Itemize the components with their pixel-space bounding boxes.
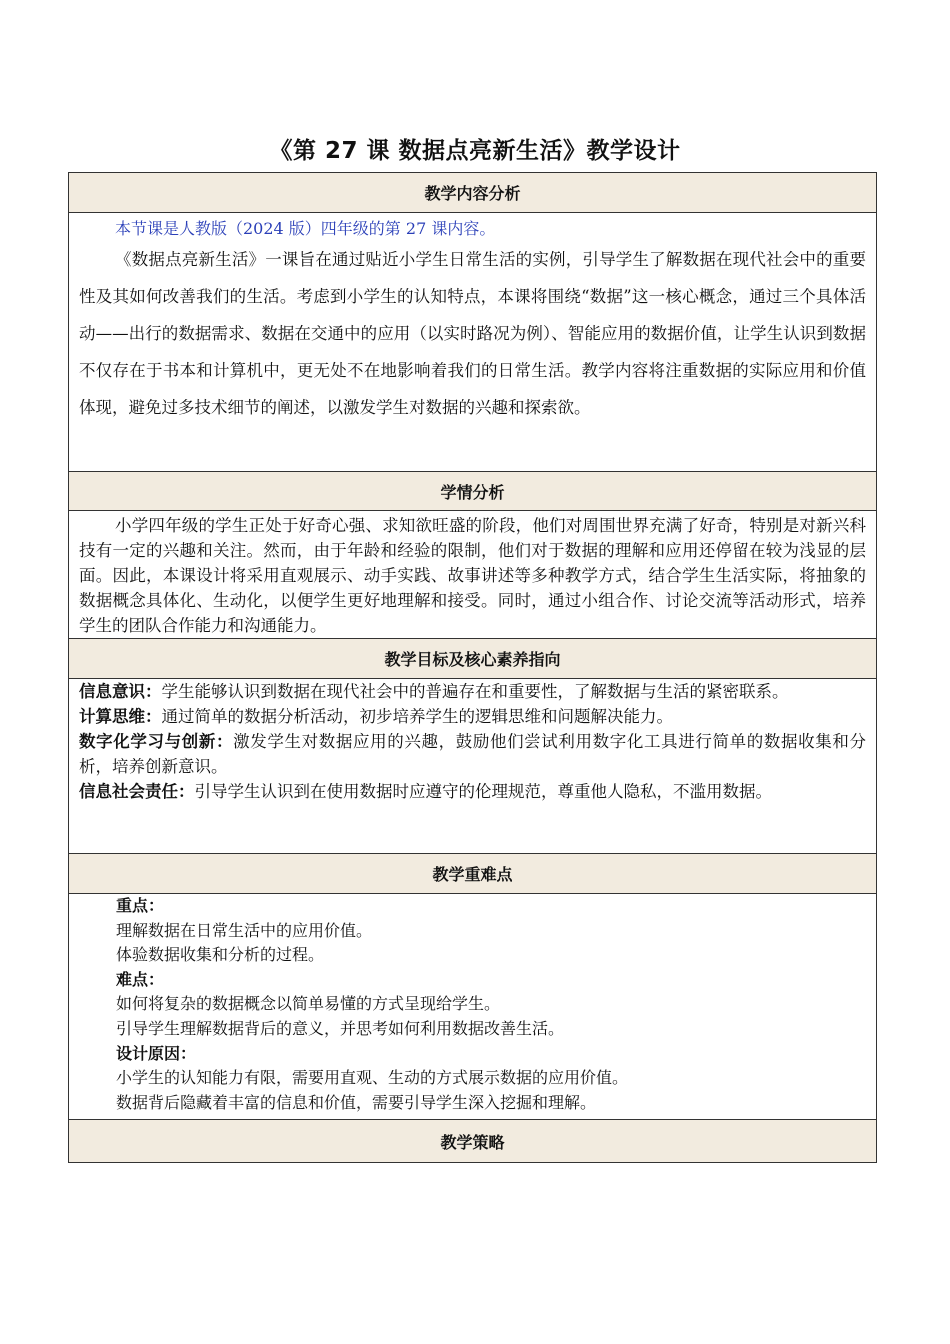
learner-analysis-header: 学情分析 xyxy=(69,472,877,511)
emphasis-item: 体验数据收集和分析的过程。 xyxy=(116,945,325,965)
content-analysis-header: 教学内容分析 xyxy=(69,173,877,213)
reason-item: 数据背后隐藏着丰富的信息和价值，需要引导学生深入挖掘和理解。 xyxy=(116,1092,597,1112)
difficulty-label: 难点： xyxy=(116,969,165,989)
goals-cell xyxy=(69,679,877,854)
goal-label: 计算思维： xyxy=(79,707,162,726)
goal-text: 引导学生认识到在使用数据时应遵守的伦理规范，尊重他人隐私，不滥用数据。 xyxy=(194,782,772,801)
goals-header: 教学目标及核心素养指向 xyxy=(69,639,877,679)
emphasis-label: 重点： xyxy=(116,896,165,915)
emphasis-item: 理解数据在日常生活中的应用价值。 xyxy=(116,920,373,940)
content-analysis-body: 《数据点亮新生活》一课旨在通过贴近小学生日常生活的实例，引导学生了解数据在现代社会中的重要性及其如何改善我们的生活。考虑到小学生的认知特点，本课将围绕“数据”这一核心概念，通过三个具体活动——出行的数据需求、数据在交通中的应用（以实时路况为例）、智能应用的数据价值，让学生认识到数据不仅存在于书本和计算机中，更无处不在地影响着我们的日常生活。教学内容将注重数据的实际应用和价值体现，避免过多技术细节的阐述，以激发学生对数据的兴趣和探索欲。 xyxy=(79,250,866,417)
content-analysis-intro: 本节课是人教版（2024 版）四年级的第 27 课内容。 xyxy=(115,219,496,238)
content-analysis-cell xyxy=(69,213,877,472)
difficulty-item: 如何将复杂的数据概念以简单易懂的方式呈现给学生。 xyxy=(116,994,501,1014)
goal-text: 通过简单的数据分析活动，初步培养学生的逻辑思维和问题解决能力。 xyxy=(161,707,673,726)
goal-item xyxy=(79,679,866,704)
key-points-cell xyxy=(69,894,877,1120)
difficulty-item: 引导学生理解数据背后的意义，并思考如何利用数据改善生活。 xyxy=(116,1018,565,1038)
goal-label: 信息意识： xyxy=(79,682,162,701)
reason-item: 小学生的认知能力有限，需要用直观、生动的方式展示数据的应用价值。 xyxy=(116,1068,629,1088)
strategy-header: 教学策略 xyxy=(69,1120,877,1163)
learner-analysis-cell xyxy=(69,511,877,639)
learner-analysis-body: 小学四年级的学生正处于好奇心强、求知欲旺盛的阶段，他们对周围世界充满了好奇，特别是对新兴科技有一定的兴趣和关注。然而，由于年龄和经验的限制，他们对于数据的理解和应用还停留在较为浅显的层面。因此，本课设计将采用直观展示、动手实践、故事讲述等多种教学方式，结合学生生活实际，将抽象的数据概念具体化、生动化，以便学生更好地理解和接受。同时，通过小组合作、讨论交流等活动形式，培养学生的团队合作能力和沟通能力。 xyxy=(79,516,866,635)
goal-item xyxy=(79,704,866,729)
document-title: 《第 27 课 数据点亮新生活》教学设计 xyxy=(269,138,681,164)
goal-item xyxy=(79,729,866,779)
lesson-plan-table xyxy=(68,172,877,1163)
goal-item xyxy=(79,779,866,804)
goal-label: 信息社会责任： xyxy=(79,782,195,801)
goal-text: 激发学生对数据应用的兴趣，鼓励他们尝试利用数字化工具进行简单的数据收集和分析，培养创新意识。 xyxy=(79,732,867,776)
goal-text: 学生能够认识到数据在现代社会中的普遍存在和重要性，了解数据与生活的紧密联系。 xyxy=(161,682,789,701)
goal-label: 数字化学习与创新： xyxy=(79,732,234,751)
reason-label: 设计原因： xyxy=(116,1043,197,1063)
key-points-header: 教学重难点 xyxy=(69,854,877,894)
